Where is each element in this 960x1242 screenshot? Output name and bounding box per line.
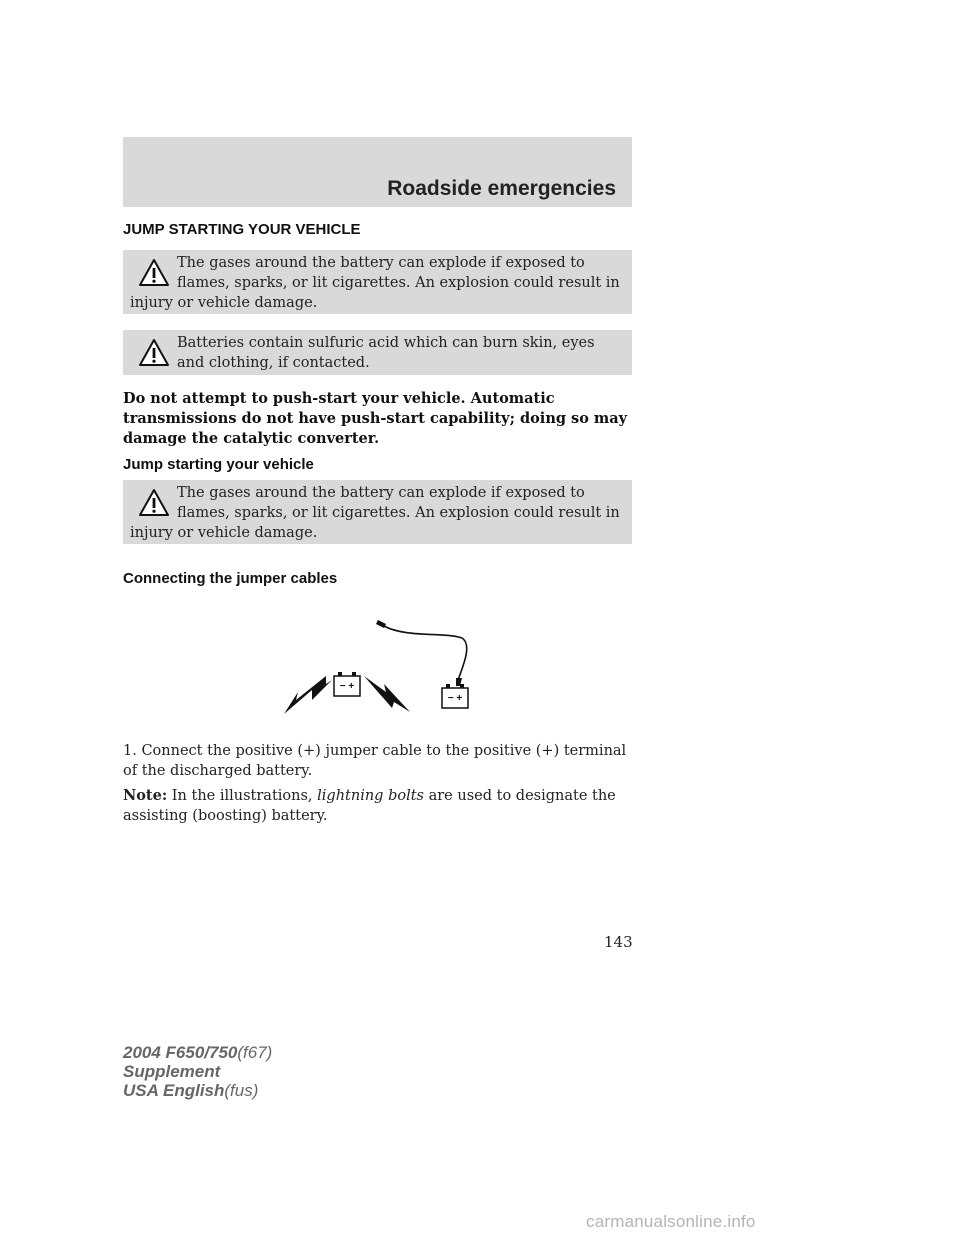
battery-icon [334,672,360,696]
warning-box-3 [123,480,632,544]
jumper-cable-icon [384,626,467,680]
footer-language: USA English [123,1081,225,1100]
step-1: 1. Connect the positive (+) jumper cable to the positive (+) terminal of the discharged battery. [123,743,627,779]
warning-text-3: The gases around the battery can explode if exposed to flames, sparks, or lit cigarettes. An explosion could result in injury or vehicle damage. [130,485,620,541]
push-start-note: Do not attempt to push-start your vehicle. Automatic transmissions do not have push-start capability; doing so may damage the catalytic converter. [123,390,628,447]
note-text-after: are used to designate the assisting (boosting) battery. [123,788,616,824]
note-paragraph [123,786,632,826]
lightning-bolt-icon [364,676,410,712]
footer [123,1043,272,1100]
lightning-bolt-icon [284,676,332,714]
footer-supplement: Supplement [123,1062,221,1081]
footer-model: 2004 F650/750 [123,1043,238,1062]
warning-text-1: The gases around the battery can explode if exposed to flames, sparks, or lit cigarettes. An explosion could result in injury or vehicle damage. [130,255,620,311]
footer-language-code: (fus) [224,1081,259,1100]
battery-icon [442,684,468,708]
note-text-before: In the illustrations, [167,788,318,804]
battery-terminals-right: − + [447,693,463,704]
warning-triangle-icon [138,257,170,289]
warning-box-2 [123,330,632,375]
watermark: carmanualsonline.info [586,1212,756,1231]
warning-box-1 [123,250,632,314]
jumper-cable-diagram [276,612,476,724]
subhead-jump-starting: Jump starting your vehicle [123,456,314,473]
page-number: 143 [604,933,633,951]
subhead-connecting: Connecting the jumper cables [123,570,338,587]
header-band [123,137,632,207]
battery-terminals-left: − + [339,681,355,692]
note-label: Note: [123,787,168,804]
warning-triangle-icon [138,487,170,519]
section-title: JUMP STARTING YOUR VEHICLE [123,221,361,238]
note-emphasis: lightning bolts [317,788,424,804]
page-title: Roadside emergencies [387,177,616,200]
footer-model-code: (f67) [237,1043,273,1062]
warning-text-2: Batteries contain sulfuric acid which can burn skin, eyes and clothing, if contacted. [177,335,595,371]
warning-triangle-icon [138,337,170,369]
